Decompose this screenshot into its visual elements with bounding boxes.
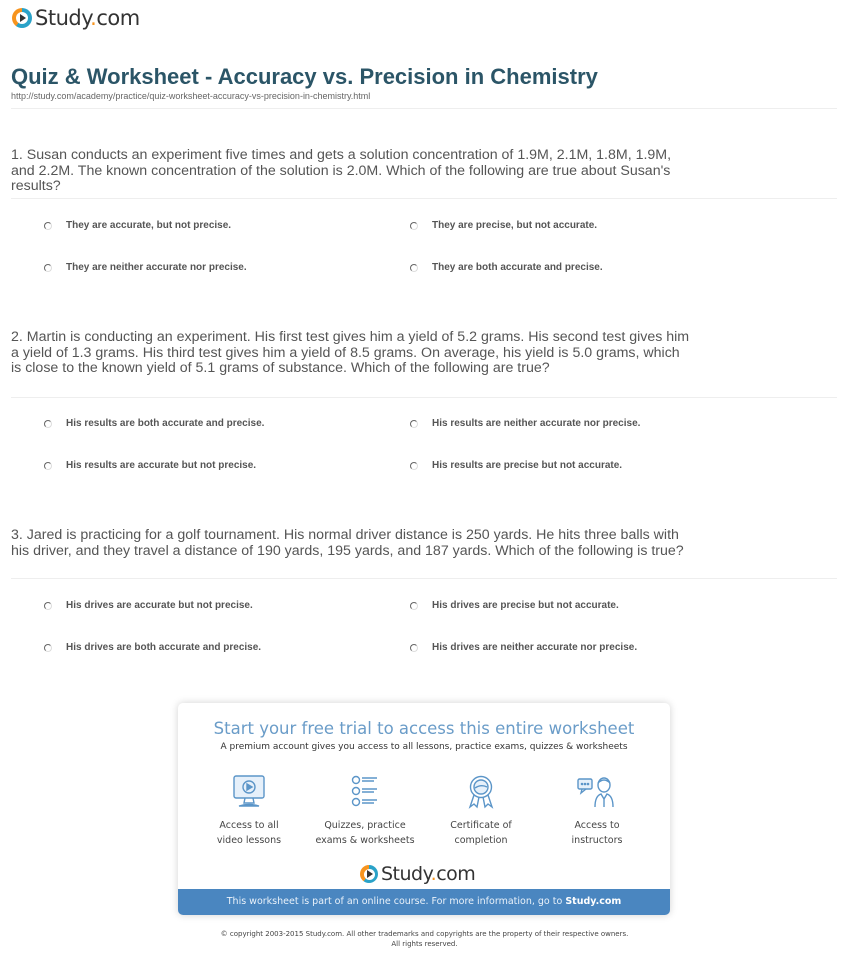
option-label: They are precise, but not accurate. bbox=[432, 220, 598, 231]
question-3-option-a[interactable] bbox=[44, 600, 253, 611]
copyright-notice bbox=[0, 929, 849, 949]
option-label: His results are both accurate and precise. bbox=[66, 418, 265, 429]
question-3-option-c[interactable] bbox=[44, 642, 261, 653]
promo-bar-text: This worksheet is part of an online course. For more information, go to bbox=[226, 896, 566, 907]
option-label: They are both accurate and precise. bbox=[432, 262, 603, 273]
radio-button[interactable] bbox=[410, 644, 418, 652]
option-label: His results are neither accurate nor precise. bbox=[432, 418, 641, 429]
question-1-option-d[interactable] bbox=[410, 262, 603, 273]
promo-subtitle: A premium account gives you access to all lessons, practice exams, quizzes & worksheets bbox=[220, 742, 628, 752]
feature-quizzes bbox=[310, 775, 420, 848]
logo-wordmark: Study.com bbox=[35, 6, 140, 30]
option-label: His drives are accurate but not precise. bbox=[66, 600, 253, 611]
radio-button[interactable] bbox=[410, 462, 418, 470]
feature-label: Access to all bbox=[219, 820, 279, 831]
feature-video-lessons bbox=[194, 775, 304, 848]
question-3-option-d[interactable] bbox=[410, 642, 637, 653]
feature-label: Certificate of bbox=[450, 820, 512, 831]
logo-wordmark: Study.com bbox=[381, 863, 476, 885]
promo-title[interactable]: Start your free trial to access this entire worksheet bbox=[213, 719, 635, 738]
play-logo-icon bbox=[12, 8, 32, 28]
study-logo[interactable] bbox=[12, 6, 140, 30]
divider bbox=[11, 198, 837, 199]
radio-button[interactable] bbox=[44, 602, 52, 610]
copyright-line: © copyright 2003-2015 Study.com. All other trademarks and copyrights are the property of their respective owners. bbox=[220, 930, 629, 938]
option-label: His results are precise but not accurate. bbox=[432, 460, 623, 471]
question-1-text: 1. Susan conducts an experiment five times and gets a solution concentration of 1.9M, 2.1M, 1.8M, 1.9M, and 2.2M. The known concentration of the solution is 2.0M. Which of the following are true about Susan's results? bbox=[11, 147, 672, 194]
radio-button[interactable] bbox=[44, 420, 52, 428]
feature-label: completion bbox=[454, 835, 508, 846]
video-monitor-icon bbox=[231, 775, 267, 809]
feature-label: video lessons bbox=[216, 835, 282, 846]
radio-button[interactable] bbox=[410, 264, 418, 272]
free-trial-promo[interactable] bbox=[178, 703, 670, 915]
page-title: Quiz & Worksheet - Accuracy vs. Precision in Chemistry bbox=[11, 64, 598, 89]
feature-label: exams & worksheets bbox=[315, 835, 415, 846]
question-3-text: 3. Jared is practicing for a golf tournament. His normal driver distance is 250 yards. He hits three balls with his driver, and they travel a distance of 190 yards, 195 yards, and 187 yards. Which of the following is true? bbox=[11, 527, 684, 559]
option-label: His results are accurate but not precise. bbox=[66, 460, 257, 471]
copyright-line: All rights reserved. bbox=[391, 940, 458, 948]
option-label: His drives are both accurate and precise. bbox=[66, 642, 262, 653]
option-label: They are accurate, but not precise. bbox=[66, 220, 232, 231]
question-2-option-d[interactable] bbox=[410, 460, 622, 471]
radio-button[interactable] bbox=[44, 644, 52, 652]
page-url: http://study.com/academy/practice/quiz-worksheet-accuracy-vs-precision-in-chemistry.html bbox=[11, 91, 371, 101]
question-1-option-c[interactable] bbox=[44, 262, 247, 273]
instructor-chat-icon bbox=[577, 775, 617, 809]
divider bbox=[11, 108, 837, 109]
feature-label: instructors bbox=[571, 835, 623, 846]
question-2-option-a[interactable] bbox=[44, 418, 264, 429]
option-label: His drives are neither accurate nor precise. bbox=[432, 642, 638, 653]
promo-info-bar[interactable] bbox=[178, 889, 670, 915]
divider bbox=[11, 578, 837, 579]
feature-instructors bbox=[542, 775, 652, 848]
question-3-option-b[interactable] bbox=[410, 600, 619, 611]
quiz-list-icon bbox=[347, 775, 383, 809]
question-2-option-c[interactable] bbox=[44, 460, 256, 471]
radio-button[interactable] bbox=[44, 462, 52, 470]
radio-button[interactable] bbox=[410, 222, 418, 230]
question-1-option-a[interactable] bbox=[44, 220, 231, 231]
question-1-option-b[interactable] bbox=[410, 220, 597, 231]
promo-study-logo[interactable] bbox=[360, 863, 475, 885]
feature-label: Quizzes, practice bbox=[324, 820, 406, 831]
question-2-text: 2. Martin is conducting an experiment. His first test gives him a yield of 5.2 grams. His second test gives him a yield of 1.3 grams. His third test gives him a yield of 8.5 grams. On average, his yield is 5.0 grams, which is close to the known yield of 5.1 grams of substance. Which of the following are true? bbox=[11, 329, 690, 376]
radio-button[interactable] bbox=[44, 264, 52, 272]
feature-label: Access to bbox=[574, 820, 620, 831]
question-2-option-b[interactable] bbox=[410, 418, 640, 429]
play-logo-icon bbox=[360, 865, 378, 883]
radio-button[interactable] bbox=[410, 420, 418, 428]
certificate-ribbon-icon bbox=[463, 775, 499, 809]
radio-button[interactable] bbox=[44, 222, 52, 230]
study-com-link[interactable]: Study.com bbox=[565, 896, 622, 907]
feature-certificate bbox=[426, 775, 536, 848]
option-label: They are neither accurate nor precise. bbox=[66, 262, 247, 273]
option-label: His drives are precise but not accurate. bbox=[432, 600, 619, 611]
radio-button[interactable] bbox=[410, 602, 418, 610]
divider bbox=[11, 397, 837, 398]
